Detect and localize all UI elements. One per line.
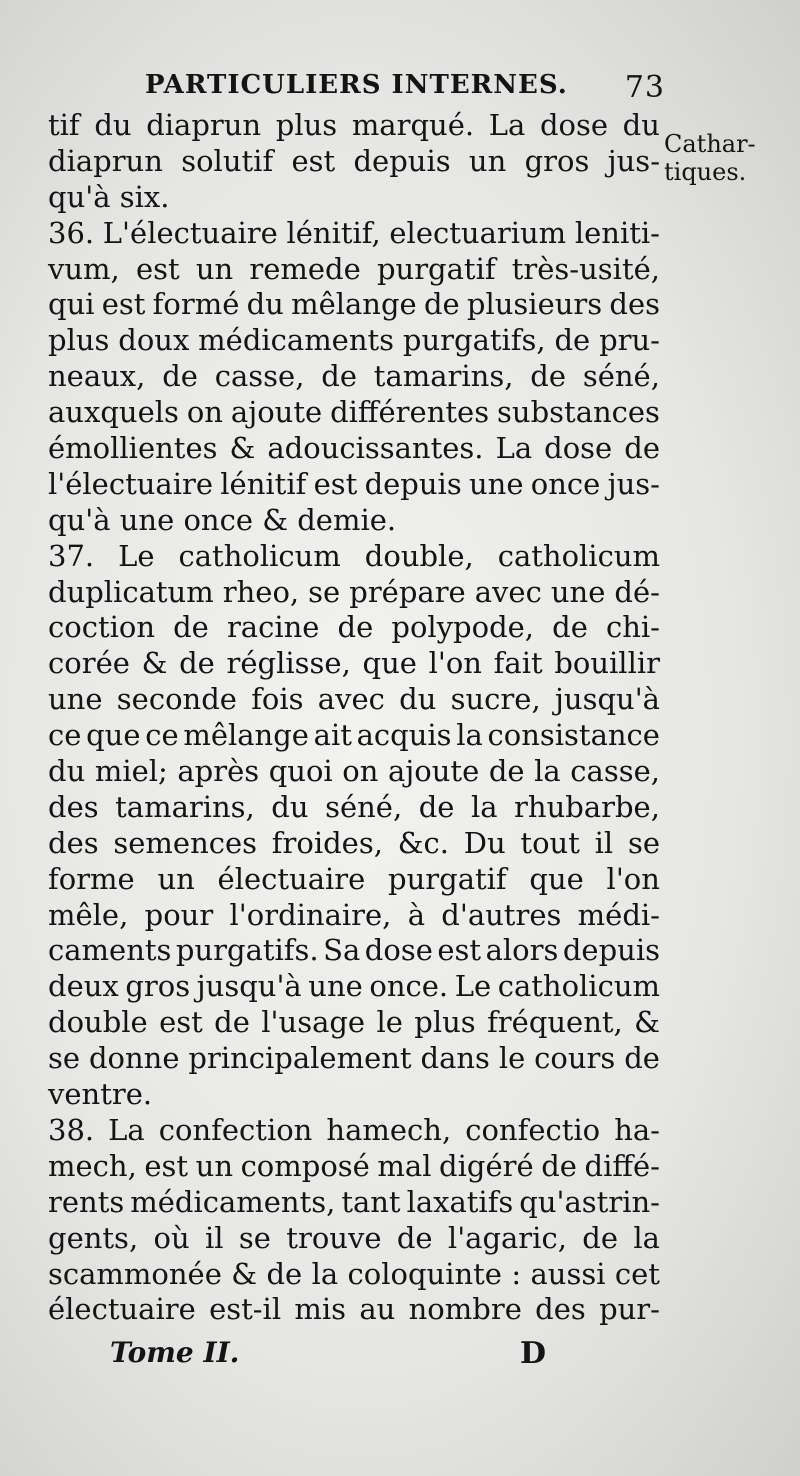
text-line [48, 1041, 660, 1077]
word: adoucissantes. [267, 431, 484, 466]
word: émollientes [48, 431, 218, 466]
word: depuis [562, 933, 660, 968]
word: jus- [607, 143, 660, 178]
word: neaux, [48, 359, 146, 394]
text-line: qu'à six. [48, 179, 170, 214]
word: que [362, 646, 417, 681]
word: L'électuaire [102, 215, 278, 250]
word: de [541, 1148, 577, 1183]
word: plusieurs [466, 287, 603, 322]
word: électuaire [48, 1292, 196, 1327]
word: alors [485, 933, 559, 968]
word: la [633, 1220, 660, 1255]
word: pru- [599, 323, 660, 358]
word: ajoute [230, 395, 323, 430]
word: que [529, 861, 584, 896]
word: gents, [48, 1220, 139, 1255]
word: de [488, 754, 525, 789]
word: once [530, 466, 601, 501]
word: trouve [286, 1220, 382, 1255]
word: La [488, 108, 526, 142]
word: tout [520, 825, 580, 860]
word: la [456, 718, 483, 753]
word: dose [539, 108, 609, 142]
word: ce [145, 718, 179, 753]
signature-mark: D [520, 1336, 547, 1371]
word: plus [275, 108, 338, 142]
word: de [418, 789, 455, 824]
word: principalement [188, 1041, 412, 1076]
word: donne [88, 1041, 180, 1076]
text-line [48, 1149, 660, 1185]
word: de [582, 1220, 618, 1255]
word: l'électuaire [48, 466, 214, 501]
word: l'on [606, 861, 660, 896]
word: l'ordinaire, [229, 897, 392, 932]
word: le [498, 1041, 526, 1076]
text-line [48, 1185, 660, 1221]
text-line [48, 539, 660, 575]
word: l'usage [261, 1005, 366, 1040]
word: ha- [614, 1112, 660, 1147]
word: miel; [94, 754, 168, 789]
text-line [48, 216, 660, 252]
text-line [48, 610, 660, 646]
word: à [407, 897, 425, 932]
word: diffé- [584, 1148, 660, 1183]
word: once. [369, 969, 449, 1004]
word: un [157, 861, 195, 896]
word: duplicatum [48, 574, 214, 609]
word: mêlange [183, 718, 309, 753]
word: différentes [330, 395, 490, 430]
word: fois [251, 682, 304, 717]
word: 36. [48, 215, 95, 250]
word: de [624, 431, 660, 466]
word: une [550, 574, 606, 609]
text-line [48, 1113, 660, 1149]
word: du [48, 754, 86, 789]
word: diaprun [146, 108, 262, 142]
word: deux [48, 969, 119, 1004]
word: électuaire [217, 861, 366, 896]
word: corée [48, 646, 130, 681]
word: cours [534, 1041, 616, 1076]
word: Le [454, 969, 492, 1004]
word: médicaments, [130, 1184, 336, 1219]
word: de [554, 323, 591, 358]
word: &c. [397, 825, 449, 860]
word: médi- [577, 897, 660, 932]
margin-note-text [664, 130, 774, 186]
word: rents [48, 1184, 125, 1219]
word: cet [614, 1256, 660, 1291]
text-line [48, 826, 660, 862]
word: quoi [268, 754, 333, 789]
word: & [141, 646, 168, 681]
word: de [173, 610, 209, 645]
word: mal [377, 1148, 432, 1183]
text-line [48, 359, 660, 395]
word: vum, [48, 251, 120, 286]
word: 38. [48, 1112, 95, 1147]
word: de [321, 359, 357, 394]
word: de [423, 287, 460, 322]
word: avec [474, 574, 542, 609]
word: fait [493, 646, 543, 681]
text-line [48, 754, 660, 790]
word: double, [364, 538, 474, 573]
word: est [159, 1005, 203, 1040]
text-line: ventre. [48, 1077, 153, 1112]
word: on [342, 754, 379, 789]
word: jusqu'à [196, 969, 302, 1004]
word: se [627, 825, 660, 860]
word: froides, [271, 825, 383, 860]
word: catholicum [497, 538, 660, 573]
word: plus [48, 323, 110, 358]
word: des [535, 1292, 586, 1327]
word: La [495, 431, 533, 466]
word: est [144, 1148, 189, 1183]
word: du [94, 108, 132, 142]
word: seconde [116, 682, 237, 717]
word: séné, [582, 359, 660, 394]
word: hamech, [326, 1112, 452, 1147]
word: tamarins, [115, 789, 255, 824]
word: prépare [349, 574, 466, 609]
word: confection [158, 1112, 313, 1147]
word: l'agaric, [447, 1220, 567, 1255]
word: La [108, 1112, 145, 1147]
word: jus- [607, 466, 660, 501]
word: purgatifs. [175, 933, 319, 968]
word: est [135, 251, 180, 286]
word: caments [48, 933, 172, 968]
word: un [195, 1148, 233, 1183]
word: il [594, 825, 614, 860]
word: & [231, 1256, 258, 1291]
word: gros [125, 969, 191, 1004]
word: Du [463, 825, 506, 860]
word: marqué. [351, 108, 475, 142]
word: la [534, 754, 561, 789]
word: forme [48, 861, 135, 896]
word: consistance [487, 718, 660, 753]
word: tant [341, 1184, 401, 1219]
text-line [48, 575, 660, 611]
word: que [86, 718, 141, 753]
word: nombre [408, 1292, 522, 1327]
word: est-il [209, 1292, 282, 1327]
word: chi- [605, 610, 660, 645]
word: aussi [530, 1256, 606, 1291]
word: de [624, 1041, 660, 1076]
word: dose [364, 933, 433, 968]
word: mêle, [48, 897, 129, 932]
word: pur- [599, 1292, 660, 1327]
word: ajoute [388, 754, 480, 789]
word: fréquent, [487, 1005, 623, 1040]
word: de [162, 359, 198, 394]
word: il [205, 1220, 224, 1255]
word: tamarins, [373, 359, 514, 394]
word: de [337, 610, 374, 645]
word: du [622, 108, 660, 142]
word: des [48, 825, 99, 860]
word: polypode, [391, 610, 535, 645]
text-line [48, 323, 660, 359]
word: dans [420, 1041, 490, 1076]
word: jusqu'à [554, 682, 660, 717]
word: coloquinte [347, 1256, 502, 1291]
word: doux [118, 323, 190, 358]
word: auxquels [48, 395, 179, 430]
word: des [609, 287, 660, 322]
word: est [437, 933, 482, 968]
word: de [396, 1220, 433, 1255]
word: 37. [48, 538, 95, 573]
word: rheo, [222, 574, 300, 609]
word: electuarium [389, 215, 567, 250]
word: mêlange [291, 287, 417, 322]
word: séné, [325, 789, 403, 824]
word: digéré [439, 1148, 534, 1183]
text-line [48, 933, 660, 969]
word: lénitif, [286, 215, 381, 250]
word: un [468, 143, 507, 178]
word: remede [249, 251, 361, 286]
word: du [271, 789, 309, 824]
text-line [48, 969, 660, 1005]
word: solutif [181, 143, 274, 178]
volume-label: Tome II. [110, 1336, 240, 1369]
word: acquis [356, 718, 452, 753]
word: une [48, 682, 103, 717]
word: ce [48, 718, 82, 753]
word: de [266, 1256, 303, 1291]
word: purgatifs, [402, 323, 546, 358]
word: casse, [570, 754, 660, 789]
word: rhubarbe, [514, 789, 660, 824]
word: se [48, 1041, 81, 1076]
word: se [308, 574, 341, 609]
word: avec [317, 682, 385, 717]
word: le [376, 1005, 403, 1040]
word: semences [113, 825, 258, 860]
word: substances [497, 395, 660, 430]
text-line [48, 287, 660, 323]
word: la [311, 1256, 339, 1291]
word: & [634, 1005, 660, 1040]
word: on [186, 395, 223, 430]
text-line [48, 1005, 660, 1041]
word: composé [240, 1148, 370, 1183]
word: d'autres [441, 897, 562, 932]
word: réglisse, [226, 646, 351, 681]
word: & [229, 431, 256, 466]
word: formé [152, 287, 240, 322]
text-line [48, 862, 660, 898]
running-head-title: PARTICULIERS INTERNES. [145, 70, 568, 100]
text-line [48, 395, 660, 431]
word: qu'astrin- [519, 1184, 660, 1219]
word: racine [226, 610, 320, 645]
text-line [48, 646, 660, 682]
word: l'on [428, 646, 482, 681]
text-line [48, 252, 660, 288]
word: bouillir [554, 646, 660, 681]
margin-note-line: tiques. [664, 158, 747, 186]
body-text [48, 108, 660, 1328]
word: scammonée [48, 1256, 222, 1291]
word: des [48, 789, 99, 824]
word: se [238, 1220, 271, 1255]
text-line [48, 467, 660, 503]
word: médicaments [198, 323, 395, 358]
word: la [470, 789, 498, 824]
text-line [48, 108, 660, 144]
word: un [195, 251, 234, 286]
word: après [177, 754, 260, 789]
word: leniti- [574, 215, 660, 250]
text-line [48, 144, 660, 180]
text-line: qu'à une once & demie. [48, 502, 397, 537]
word: confectio [465, 1112, 601, 1147]
word: catholicum [497, 969, 660, 1004]
page-number: 73 [624, 70, 665, 105]
word: dose [544, 431, 613, 466]
text-line [48, 431, 660, 467]
text-line [48, 1257, 660, 1293]
word: : [511, 1256, 522, 1291]
word: pour [144, 897, 214, 932]
margin-note-line: Cathar- [664, 130, 756, 158]
text-line [48, 682, 660, 718]
word: de [530, 359, 566, 394]
word: depuis [364, 466, 462, 501]
word: diaprun [48, 143, 163, 178]
word: où [153, 1220, 190, 1255]
text-line [48, 790, 660, 826]
word: plus [414, 1005, 476, 1040]
word: mis [294, 1292, 347, 1327]
text-line [48, 718, 660, 754]
word: laxatifs [406, 1184, 514, 1219]
word: sucre, [450, 682, 541, 717]
word: de [552, 610, 588, 645]
word: dé- [614, 574, 660, 609]
word: est [291, 143, 336, 178]
word: très-usité, [511, 251, 660, 286]
word: depuis [353, 143, 451, 178]
text-line [48, 898, 660, 934]
word: Sa [323, 933, 361, 968]
word: de [214, 1005, 250, 1040]
word: au [359, 1292, 396, 1327]
word: du [399, 682, 437, 717]
word: de [179, 646, 215, 681]
word: double [48, 1005, 148, 1040]
word: catholicum [178, 538, 341, 573]
word: ait [313, 718, 352, 753]
text-line [48, 1292, 660, 1328]
word: gros [524, 143, 590, 178]
word: tif [48, 108, 80, 142]
word: Le [118, 538, 155, 573]
word: est [313, 466, 358, 501]
word: du [246, 287, 284, 322]
word: purgatif [388, 861, 507, 896]
word: une [308, 969, 363, 1004]
word: une [468, 466, 524, 501]
word: lénitif [220, 466, 307, 501]
word: purgatif [376, 251, 496, 286]
word: mech, [48, 1148, 137, 1183]
word: casse, [214, 359, 305, 394]
text-line [48, 1221, 660, 1257]
word: coction [48, 610, 156, 645]
word: est [101, 287, 146, 322]
word: qui [48, 287, 95, 322]
